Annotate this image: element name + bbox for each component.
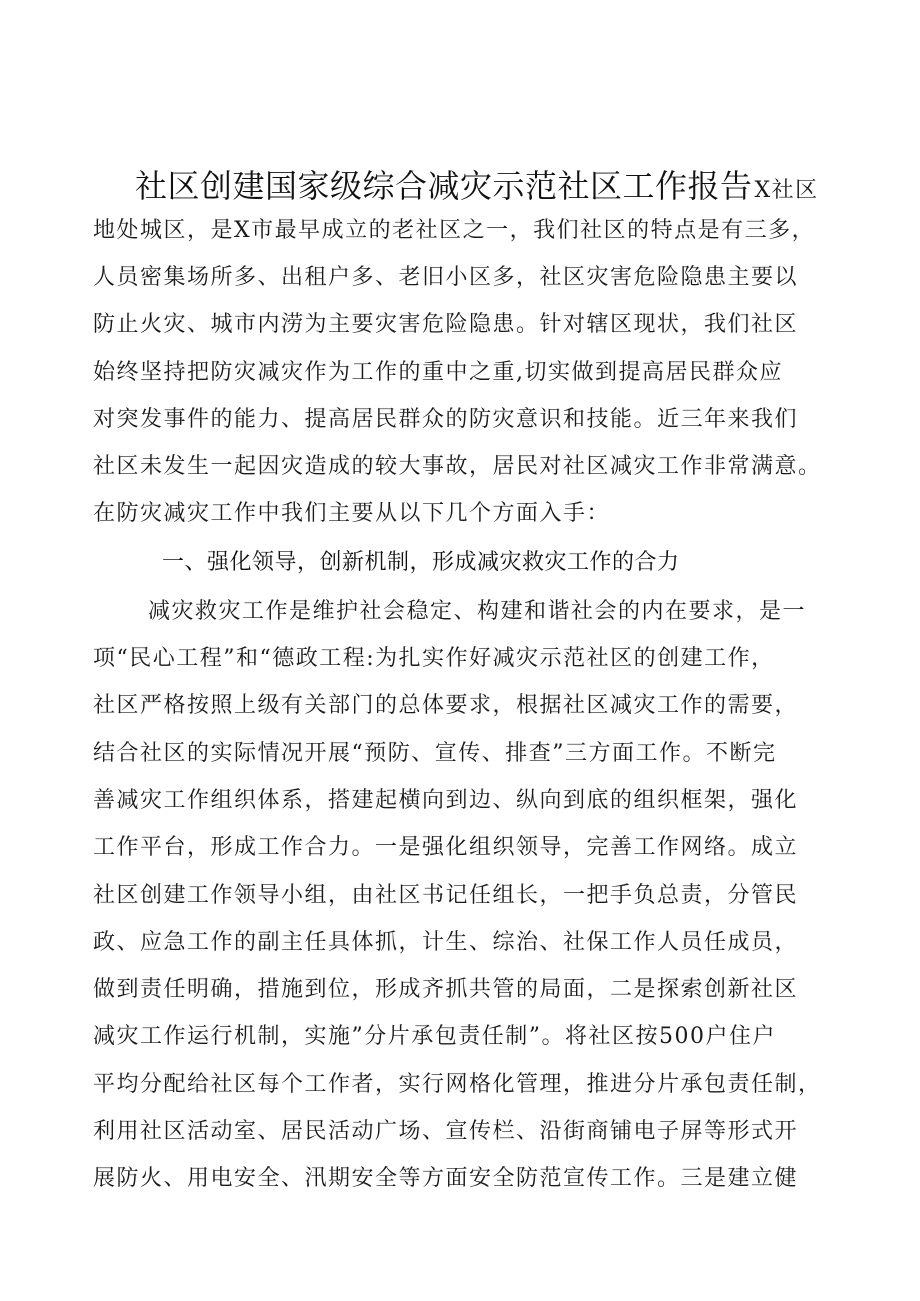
section-heading: 一、强化领导，创新机制，形成减灾救灾工作的合力 [162, 550, 680, 575]
intro-line: 在防灾减灾工作中我们主要从以下几个方面入手： [93, 501, 611, 526]
body-line: 善减灾工作组织体系，搭建起横向到边、纵向到底的组织框架，强化 [93, 788, 799, 813]
body-line: 减灾工作运行机制，实施”分片承包责任制”。将社区按500户住户 [93, 1024, 776, 1049]
intro-line: 社区未发生一起因灾造成的较大事故，居民对社区减灾工作非常满意。 [93, 454, 822, 479]
intro-line: 地处城区，是X市最早成立的老社区之一，我们社区的特点是有三多， [93, 218, 816, 243]
body-line: 利用社区活动室、居民活动广场、宣传栏、沿街商铺电子屏等形式开 [93, 1119, 799, 1144]
intro-line: 人员密集场所多、出租户多、老旧小区多，社区灾害危险隐患主要以 [93, 265, 799, 290]
body-line: 减灾救灾工作是维护社会稳定、构建和谐社会的内在要求，是一 [148, 599, 807, 624]
body-line: 做到责任明确，措施到位，形成齐抓共管的局面，二是探索创新社区 [93, 977, 799, 1002]
intro-text-start: X社区 [754, 178, 819, 203]
body-line: 社区创建工作领导小组，由社区书记任组长，一把手负总责，分管民 [93, 883, 799, 908]
body-line: 政、应急工作的副主任具体抓，计生、综治、社保工作人员任成员， [93, 930, 799, 955]
body-line: 工作平台，形成工作合力。一是强化组织领导，完善工作网络。成立 [93, 835, 799, 860]
body-line: 平均分配给社区每个工作者，实行网格化管理，推进分片承包责任制， [93, 1072, 822, 1097]
body-line: 项“民心工程”和“德政工程:为扎实作好减灾示范社区的创建工作， [93, 646, 775, 671]
intro-line: 防止火灾、城市内涝为主要灾害危险隐患。针对辖区现状，我们社区 [93, 312, 799, 337]
title-line [135, 167, 819, 205]
body-line: 社区严格按照上级有关部门的总体要求，根据社区减灾工作的需要， [93, 693, 799, 718]
intro-line: 始终坚持把防灾减灾作为工作的重中之重,切实做到提高居民群众应 [93, 360, 783, 385]
body-line: 结合社区的实际情况开展“预防、宣传、排查”三方面工作。不断完 [93, 741, 777, 766]
body-line: 展防火、用电安全、汛期安全等方面安全防范宣传工作。三是建立健 [93, 1166, 799, 1191]
document-title: 社区创建国家级综合减灾示范社区工作报告 [135, 167, 753, 205]
intro-line: 对突发事件的能力、提高居民群众的防灾意识和技能。近三年来我们 [93, 407, 799, 432]
